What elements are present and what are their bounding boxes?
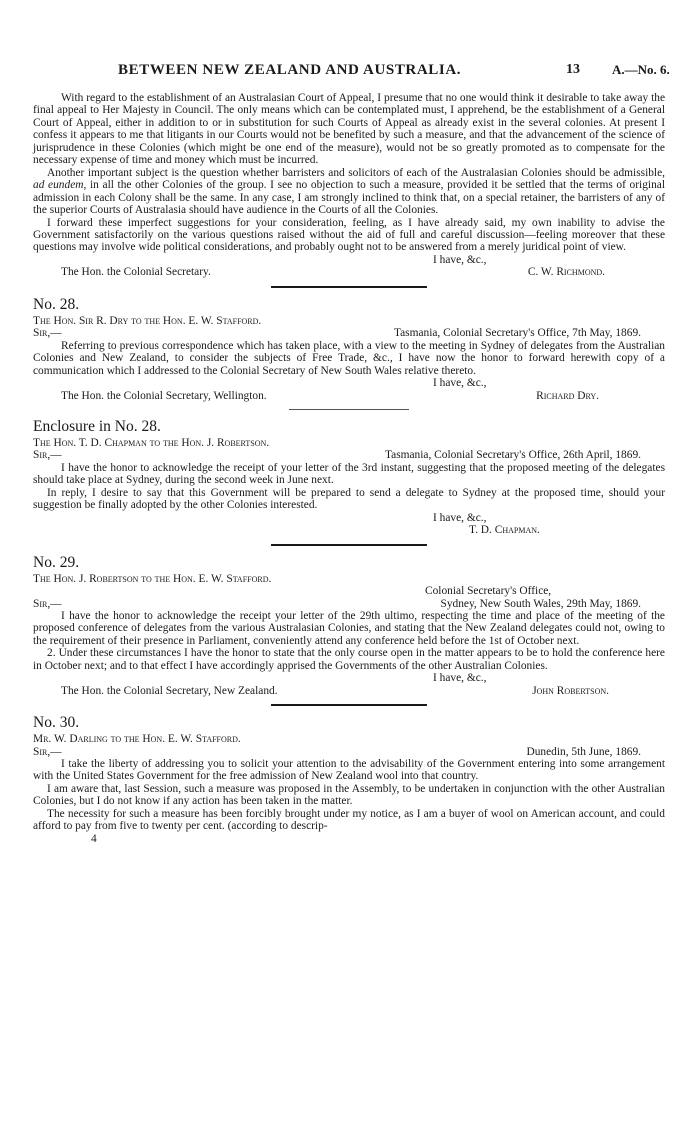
enclosure-no-28 (33, 417, 665, 537)
letter-subheading: The Hon. J. Robertson to the Hon. E. W. Stafford. (33, 572, 272, 585)
letter-no-30 (33, 713, 665, 833)
page-number: 13 (566, 62, 580, 77)
letter-heading: Enclosure in No. 28. (33, 417, 161, 435)
running-header (0, 62, 700, 82)
paragraph: In reply, I desire to say that this Government will be prepared to send a delegate to Sydney at the proposed time, should your suggestion be finally adopted by the other Colonies interested. (33, 486, 665, 512)
latin-phrase: ad eundem (33, 179, 84, 192)
salutation: Sir,— (33, 597, 62, 610)
salutation: Sir,— (33, 745, 62, 758)
salutation-row (33, 598, 665, 610)
section-divider (271, 544, 427, 546)
letter-heading: No. 28. (33, 295, 80, 313)
letter-no-29 (33, 553, 665, 698)
addressee-signature-row (33, 390, 665, 402)
paragraph: I have the honor to acknowledge the receipt your letter of the 29th ultimo, respecting the time and place of the meeting of the proposed conference of delegates from the various Australasian Colonies, and stating that the New Zealand delegates could not, owing to the requirement of their presence in Parliament, conveniently attend any conference held before the 1st of October next. (33, 609, 665, 647)
salutation-row (33, 746, 665, 758)
salutation-row (33, 449, 665, 461)
paragraph: I have the honor to acknowledge the receipt of your letter of the 3rd instant, suggesting that the proposed meeting of the delegates should take place at Sydney, during the second week in June next. (33, 461, 665, 487)
section-divider (289, 409, 409, 410)
addressee-signature-row (33, 685, 665, 697)
office-line: Colonial Secretary's Office, (425, 585, 552, 598)
addressee: The Hon. the Colonial Secretary, Wellington. (61, 389, 267, 402)
addressee: The Hon. the Colonial Secretary. (61, 266, 211, 279)
letter-heading: No. 29. (33, 553, 80, 571)
letter-subheading: The Hon. T. D. Chapman to the Hon. J. Robertson. (33, 436, 270, 449)
document-reference: A.—No. 6. (612, 62, 670, 77)
salutation: Sir,— (33, 449, 62, 462)
closing: I have, &c., (433, 253, 487, 266)
signature: T. D. Chapman. (469, 524, 540, 537)
addressee: The Hon. the Colonial Secretary, New Zealand. (61, 684, 278, 697)
section-divider (271, 286, 427, 288)
place-date: Tasmania, Colonial Secretary's Office, 7th May, 1869. (393, 327, 641, 340)
paragraph: Referring to previous correspondence which has taken place, with a view to the meeting in Sydney of delegates from the Australian Colonies and New Zealand, to consider the subjects of Free Trade, &c., I have now the honor to forward herewith copy of a communication which I addressed to the Colonial Secretary of New South Wales relative thereto. (33, 339, 665, 377)
closing: I have, &c., (433, 672, 487, 685)
signature: John Robertson. (532, 684, 609, 697)
place-date: Tasmania, Colonial Secretary's Office, 26th April, 1869. (384, 449, 641, 462)
letter-richmond-continuation (33, 92, 665, 279)
closing: I have, &c., (433, 511, 487, 524)
document-body (33, 92, 665, 845)
salutation-row (33, 327, 665, 339)
printer-signature-mark: 4 (91, 832, 97, 845)
paragraph: I am aware that, last Session, such a measure was proposed in the Assembly, to be undertaken in conjunction with the other Australian Colonies, but I do not know if any action has been taken in the matter. (33, 782, 665, 808)
salutation: Sir,— (33, 327, 62, 340)
place-date: Sydney, New South Wales, 29th May, 1869. (440, 597, 641, 610)
paragraph: 2. Under these circumstances I have the honor to state that the only course open in the matter appears to be to hold the conference here in October next; and to that effect I have accordingly apprised the Governments of the other Australian Colonies. (33, 647, 665, 672)
paragraph: Another important subject is the question whether barristers and solicitors of each of the Australasian Colonies should be admissible, ad eundem, in all the other Colonies of the group. I see no objection to such a measure, provided it be settled that the terms of original admission in each Colony shall be the same. In any case, I am strongly inclined to think that, on a special retainer, the barristers of any of the superior Courts of Australasia should have audience in the Courts of all the Colonies. (33, 166, 665, 217)
letter-no-28 (33, 295, 665, 402)
letter-heading: No. 30. (33, 714, 80, 732)
closing: I have, &c., (433, 377, 487, 390)
addressee-signature-row (33, 266, 665, 278)
signature: C. W. Richmond. (527, 266, 605, 279)
letter-subheading: The Hon. Sir R. Dry to the Hon. E. W. Stafford. (33, 314, 262, 327)
header-title: BETWEEN NEW ZEALAND AND AUSTRALIA. (118, 62, 462, 78)
letter-subheading: Mr. W. Darling to the Hon. E. W. Stafford. (33, 733, 241, 746)
paragraph: I take the liberty of addressing you to solicit your attention to the advisability of the Government entering into some arrangement with the United States Government for the free admission of New Zealand wool into that country. (33, 758, 665, 783)
paragraph: With regard to the establishment of an Australasian Court of Appeal, I presume that no one would think it desirable to take away the final appeal to Her Majesty in Council. The only means which can be contemplated must, I apprehend, be the establishment of a General Court of Appeal, either in addition to or in substitution for such Courts of Appeal as already exist in the several colonies. At present I confess it appears to me that litigants in our Courts would not be benefited by such a measure, and that the advancement of the science of jurisprudence in these Colonies (which might be one end of the measure), would not be so greatly promoted as to compensate for the necessary expense of time and money which must be incurred. (33, 92, 665, 167)
section-divider (271, 704, 427, 706)
paragraph: I forward these imperfect suggestions for your consideration, feeling, as I have already said, my own inability to advise the Government satisfactorily on the various questions raised without the aid of full and careful discussion—feeling moreover that these questions may involve wide political considerations, and probably ought not to be answered from a merely juridical point of view. (33, 216, 665, 254)
place-date: Dunedin, 5th June, 1869. (526, 745, 641, 758)
paragraph: The necessity for such a measure has been forcibly brought under my notice, as I am a buyer of wool on American account, and could afford to pay from five to twenty per cent. (according to descrip- (33, 807, 665, 833)
signature: Richard Dry. (536, 389, 599, 402)
